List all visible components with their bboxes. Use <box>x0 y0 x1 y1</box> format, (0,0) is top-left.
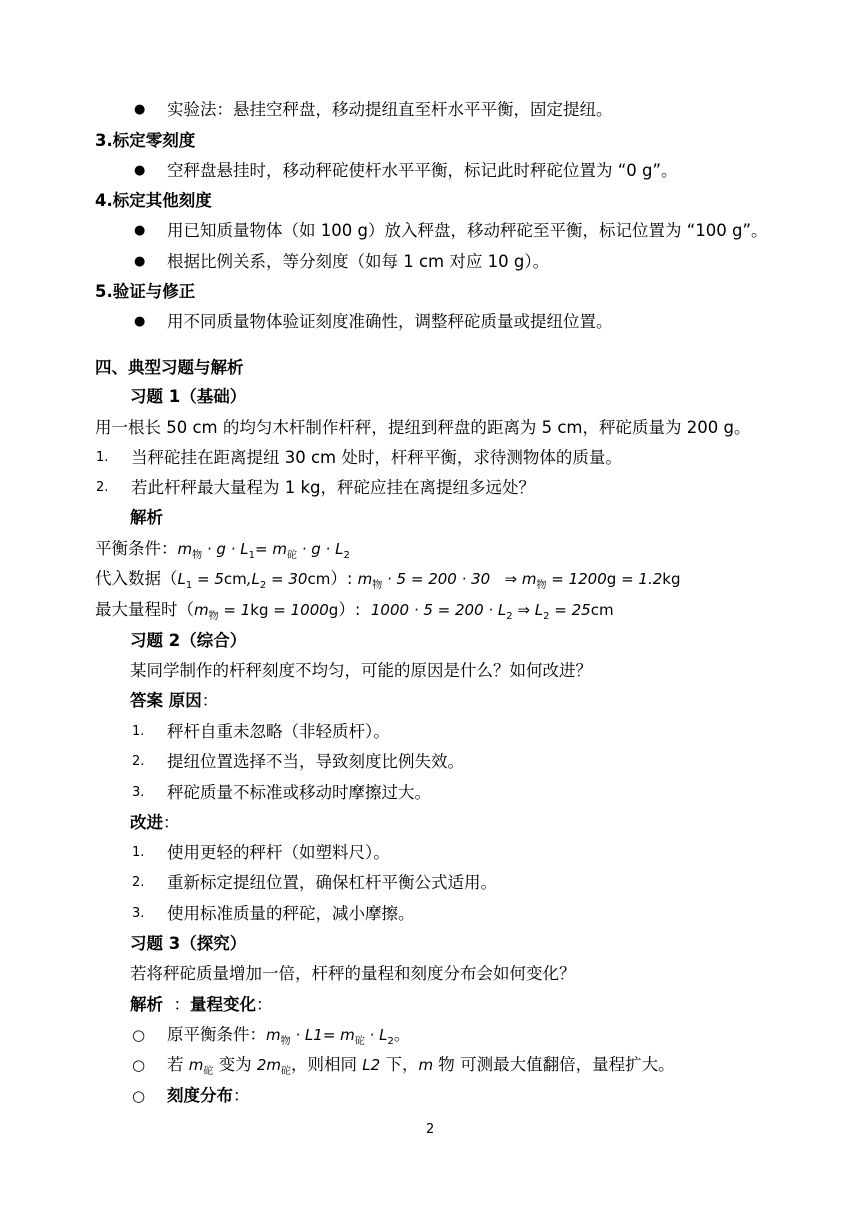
bullet-marker: ● <box>134 102 146 117</box>
known-mass-text: 用已知质量物体（如 100 g）放入秤盘，移动秤砣至平衡，标记位置为 “100 g”。 <box>167 221 768 240</box>
zero-scale-text: 空秤盘悬挂时，移动秤砣使杆水平平衡，标记此时秤砣位置为 “0 g”。 <box>167 161 678 180</box>
experiment-method-text: 实验法：悬挂空秤盘，移动提纽直至杆水平平衡，固定提纽。 <box>167 100 613 119</box>
bullet-marker: ● <box>134 223 146 238</box>
proportion-text: 根据比例关系，等分刻度（如每 1 cm 对应 10 g）。 <box>167 252 550 271</box>
bullet-marker: ● <box>134 314 146 329</box>
bullet-marker: ● <box>134 163 146 178</box>
verify-text: 用不同质量物体验证刻度准确性，调整秤砣质量或提纽位置。 <box>167 312 613 331</box>
bullet-marker: ● <box>134 254 146 269</box>
document-page: ● 实验法：悬挂空秤盘，移动提纽直至杆水平平衡，固定提纽。 3.标定零刻度 ● 空秤盘悬挂时，移动秤砣使杆水平平衡，标记此时秤砣位置为 “0 g”。 4.标定其他刻度 ● 用已知质量物体（如 100 g）放入秤盘，移动秤砣至平衡，标记位置为 “100 g”。 ● 根据比例关系，等分刻度（如每 1 cm 对应 10 g）。 5.验证与修正 ● 用不同质量物体验证刻度准确性，调整秤砣质量或提纽位置。 四、典型习题与解析 习题 1（基础） 用一根长 50 cm 的均匀木杆制作杆秤，提纽到秤盘的距离为 5 cm，秤砣质量为 200 g。 1. 当秤砣挂在距离提纽 30 cm 处时，杆秤平衡，求待测物体的质量。 2. 若此杆秤最大量程为 1 kg，秤砣应挂在离提纽多远处？ 解析 平衡条件：$m_物 \cdot g \cdot L_1= m_砣 \cdot g \cdot L_2$ 代入数据$(L_1 = 5cm,L_2 = 30cm)$: $m_物 \cdot 5 = 200 \cdot 30$ ⇒ $m_物 = 1200g = 1.2kg$ 最大量程时$(m_物 = 1kg = 1000g)$: $1000 \cdot 5 = 200 \cdot L_2$ ⇒ $L_2 = 25cm$ 习题 2（综合） 某同学制作的杆秤刻度不均匀，可能的原因是什么？如何改进？ 答案 原因： 1. 秤杆自重未忽略（非轻质杆）。 2. 提纽位置选择不当，导致刻度比例失效。 3. 秤砣质量不标准或移动时摩擦过大。 改进： 1. 使用更轻的秤杆（如塑料尺）。 2. 重新标定提纽位置，确保杠杆平衡公式适用。 3. 使用标准质量的秤砣，减小摩擦。 习题 3（探究） 若将秤砣质量增加一倍，杆秤的量程和刻度分布会如何变化？ 解析 ：量程变化： ○ 原平衡条件：$m_物 \cdot L1= m_砣 \cdot L_2$。 ○ 若 $m_砣$ 变为 $2m_砣$，则相同 L2 下，m 物 可测最大值翻倍，量程扩大。 ○ 刻度分布： 2 <box>95 100 768 1137</box>
page-number: 2 <box>426 1122 435 1137</box>
